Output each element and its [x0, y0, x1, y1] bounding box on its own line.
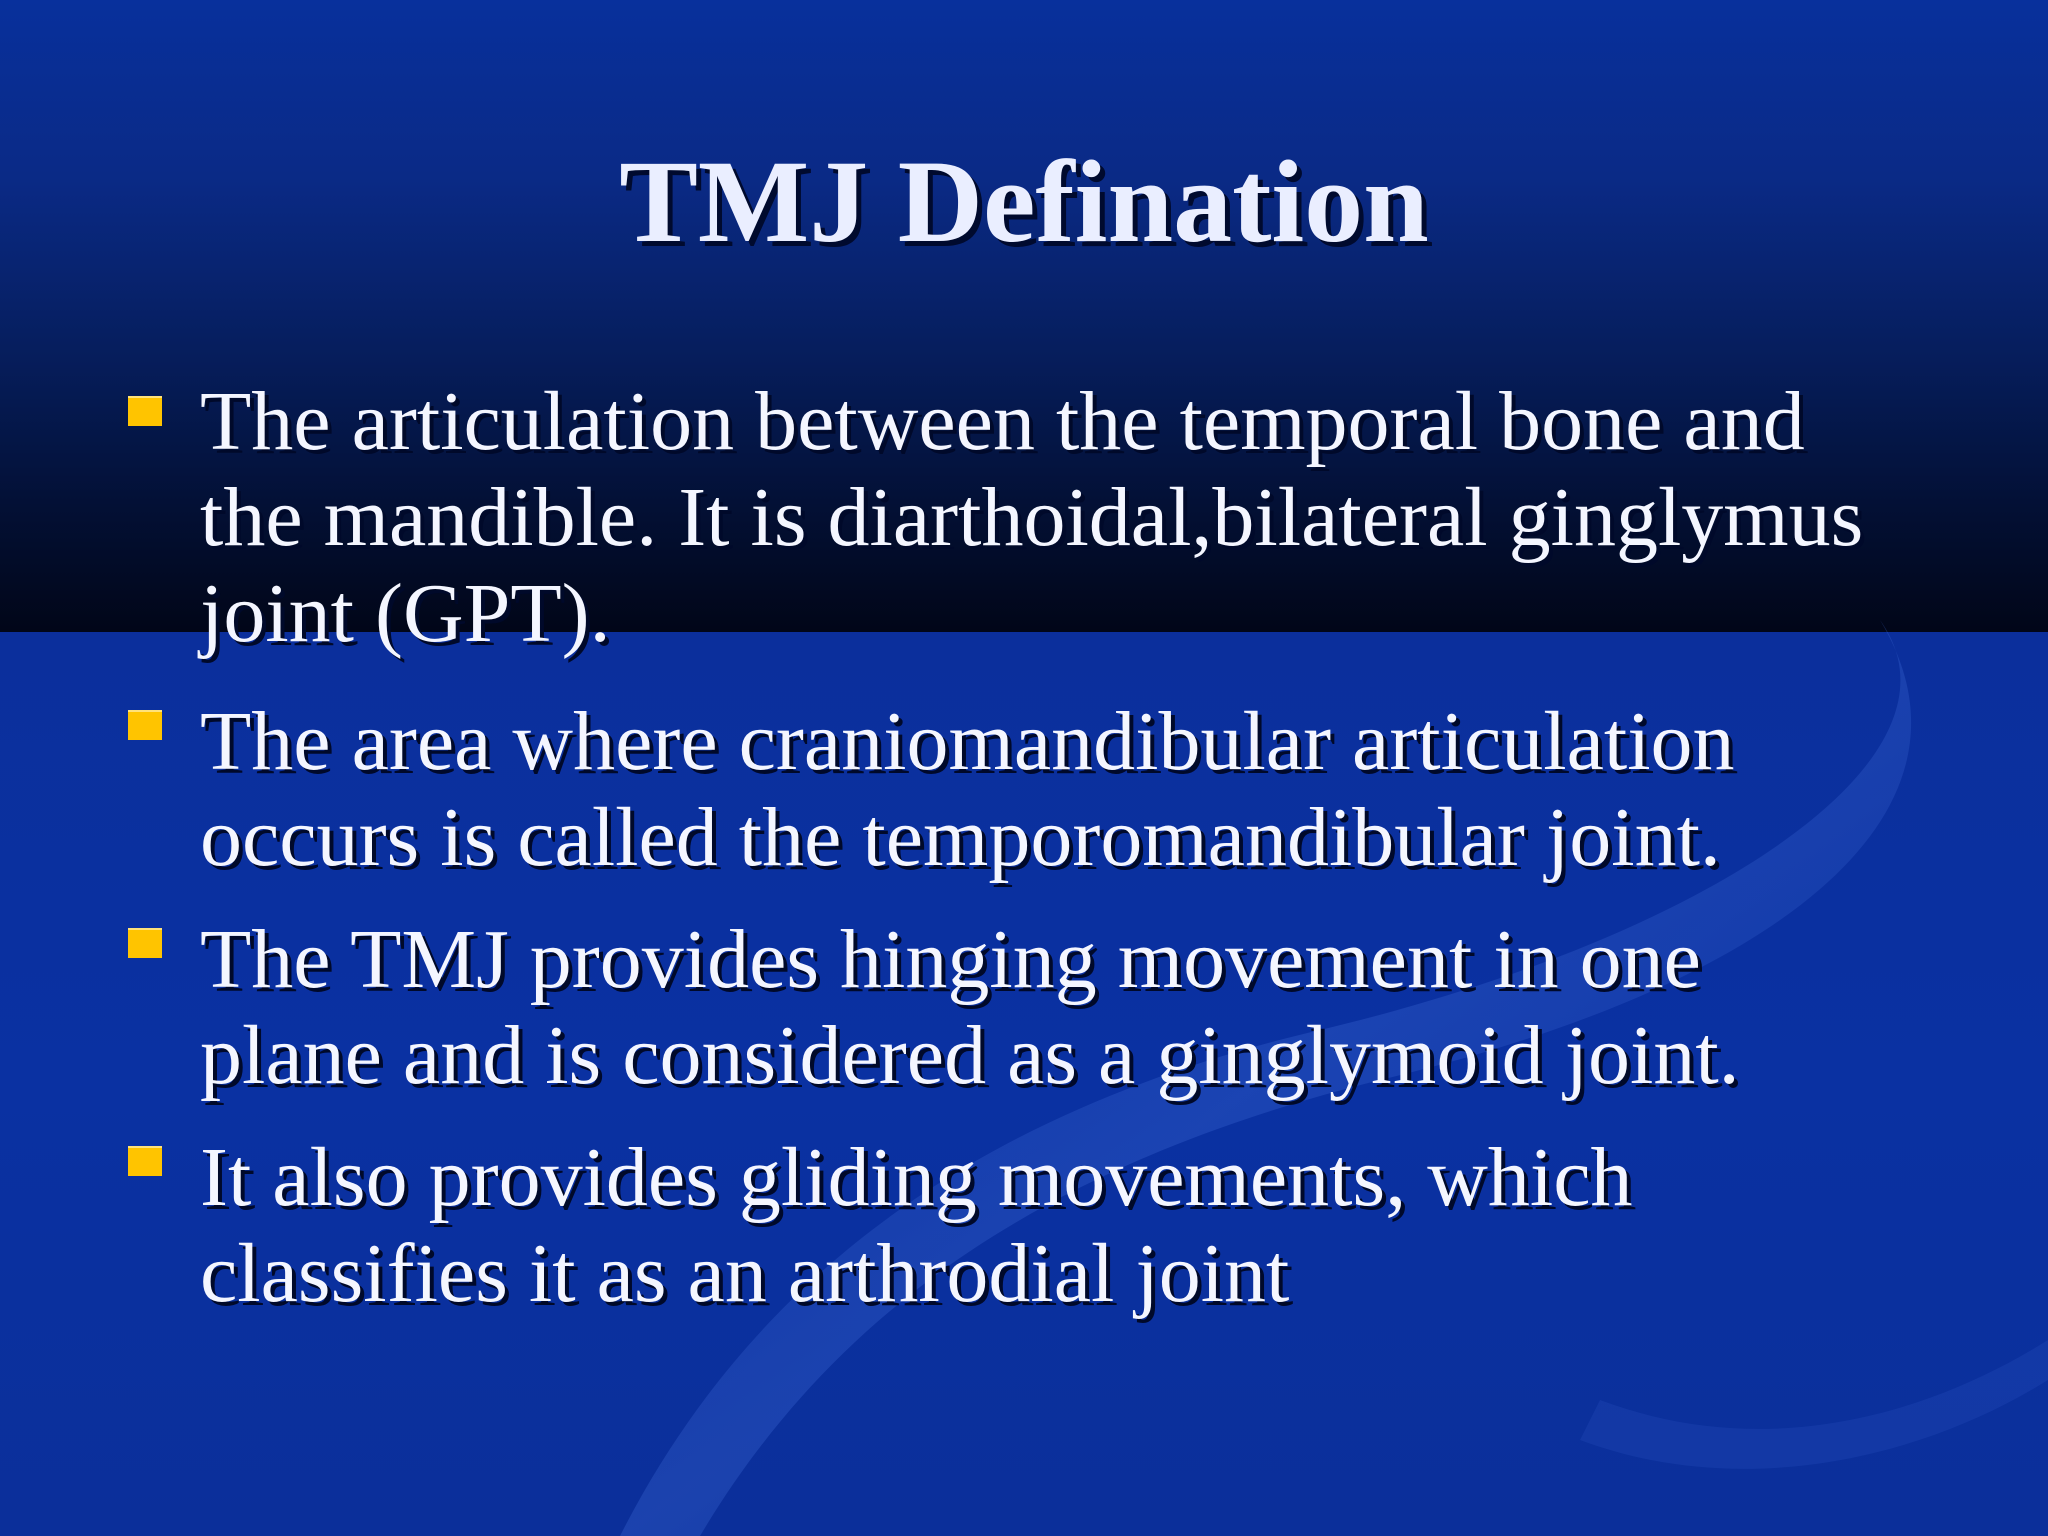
bullet-text: It also provides gliding movements, which classifies it as an arthrodial joint — [200, 1131, 1633, 1320]
slide-title: TMJ Defination — [619, 136, 1429, 267]
bullet-text: The articulation between the temporal bone and the mandible. It is diarthoidal,bilateral ginglymus joint (GPT). — [200, 375, 1864, 660]
square-bullet-icon — [128, 396, 162, 426]
bullet-text: The TMJ provides hinging movement in one plane and is considered as a ginglymoid joint. — [200, 913, 1740, 1102]
bullet-text: The area where craniomandibular articulation occurs is called the temporomandibular joint. — [200, 695, 1735, 884]
square-bullet-icon — [128, 928, 162, 958]
square-bullet-icon — [128, 710, 162, 740]
square-bullet-icon — [128, 1146, 162, 1176]
